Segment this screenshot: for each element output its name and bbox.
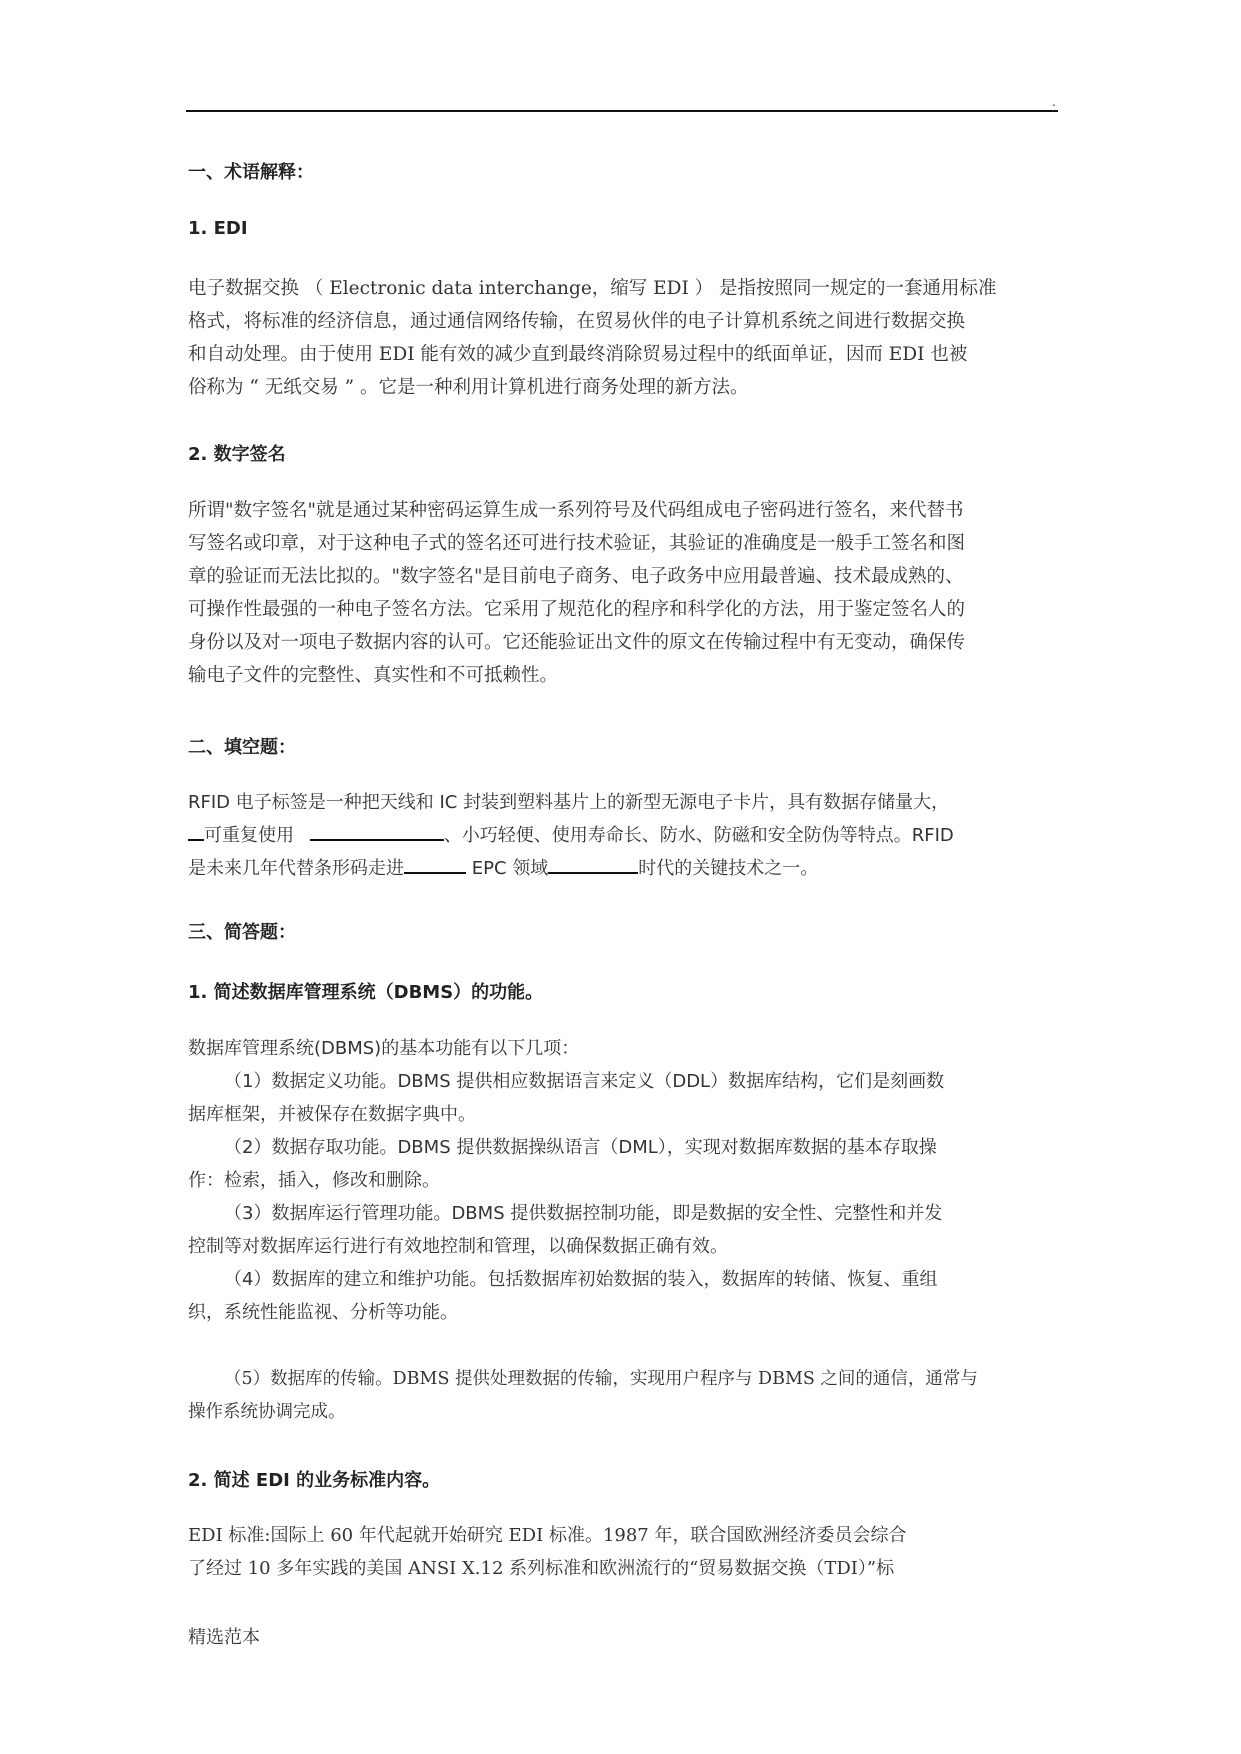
list-item-line: 作：检索，插入，修改和删除。 bbox=[188, 1170, 440, 1191]
term-title-digital-signature: 2. 数字签名 bbox=[188, 444, 286, 465]
paragraph-line: 可操作性最强的一种电子签名方法。它采用了规范化的程序和科学化的方法，用于鉴定签名人的 bbox=[188, 599, 966, 620]
paragraph-line: RFID 电子标签是一种把天线和 IC 封装到塑料基片上的新型无源电子卡片，具有数据存储量大， bbox=[188, 792, 950, 813]
fill-in-text: 、小巧轻便、使用寿命长、防水、防磁和安全防伪等特点。RFID bbox=[443, 825, 954, 846]
answer-body-edi-standards bbox=[188, 1519, 1060, 1585]
answer-body-dbms bbox=[188, 1032, 1060, 1329]
header-rule bbox=[186, 110, 1058, 112]
paragraph-line: 数据库管理系统(DBMS)的基本功能有以下几项： bbox=[188, 1038, 580, 1059]
fill-in-text: 时代的关键技术之一。 bbox=[638, 858, 819, 879]
paragraph-line bbox=[188, 852, 1060, 885]
paragraph-line: 和自动处理。由于使用 EDI 能有效的减少直到最终消除贸易过程中的纸面单证，因而 EDI 也被 bbox=[188, 344, 968, 365]
paragraph-line: 俗称为 “ 无纸交易 ” 。它是一种利用计算机进行商务处理的新方法。 bbox=[188, 377, 749, 398]
term-title-edi: 1. EDI bbox=[188, 218, 248, 239]
paragraph-line: 章的验证而无法比拟的。"数字签名"是目前电子商务、电子政务中应用最普遍、技术最成熟的、 bbox=[188, 566, 964, 587]
footer-text: 精选范本 bbox=[188, 1627, 260, 1648]
fill-in-text: 可重复使用 bbox=[204, 825, 294, 846]
paragraph-line: 格式，将标准的经济信息，通过通信网络传输，在贸易伙伴的电子计算机系统之间进行数据交换 bbox=[188, 311, 966, 332]
question-title-dbms: 1. 简述数据库管理系统（DBMS）的功能。 bbox=[188, 982, 544, 1003]
paragraph-line bbox=[188, 819, 1060, 852]
paragraph-line: 电子数据交换 （ Electronic data interchange，缩写 EDI ） 是指按照同一规定的一套通用标准 bbox=[188, 278, 997, 299]
list-item-line: 织，系统性能监视、分析等功能。 bbox=[188, 1302, 458, 1323]
paragraph-line: 写签名或印章，对于这种电子式的签名还可进行技术验证，其验证的准确度是一般手工签名和图 bbox=[188, 533, 966, 554]
paragraph-line: 身份以及对一项电子数据内容的认可。它还能验证出文件的原文在传输过程中有无变动，确保传 bbox=[188, 632, 966, 653]
term-body-digital-signature bbox=[188, 494, 1060, 692]
section-heading-short-answer: 三、简答题： bbox=[188, 922, 296, 943]
term-body-edi bbox=[188, 272, 1060, 404]
paragraph-line: 了经过 10 多年实践的美国 ANSI X.12 系列标准和欧洲流行的“贸易数据交换（TDI）”标 bbox=[188, 1558, 895, 1579]
fill-in-text: 是未来几年代替条形码走进 bbox=[188, 858, 404, 879]
answer-blank[interactable] bbox=[188, 819, 204, 841]
list-item-line: （5）数据库的传输。DBMS 提供处理数据的传输，实现用户程序与 DBMS 之间的通信，通常与 bbox=[224, 1369, 978, 1389]
paragraph-line: 所谓"数字签名"就是通过某种密码运算生成一系列符号及代码组成电子密码进行签名，来代替书 bbox=[188, 500, 964, 521]
answer-blank[interactable] bbox=[310, 819, 444, 841]
paragraph-line: EDI 标准:国际上 60 年代起就开始研究 EDI 标准。1987 年，联合国欧洲经济委员会综合 bbox=[188, 1525, 907, 1546]
fill-in-question bbox=[188, 786, 1060, 885]
question-title-edi-standards: 2. 简述 EDI 的业务标准内容。 bbox=[188, 1470, 441, 1491]
list-item-line: 操作系统协调完成。 bbox=[188, 1402, 346, 1422]
list-item-line: 控制等对数据库运行进行有效地控制和管理，以确保数据正确有效。 bbox=[188, 1236, 728, 1257]
section-heading-terms: 一、术语解释： bbox=[188, 162, 314, 183]
fill-in-text: EPC 领域 bbox=[471, 858, 549, 879]
list-item-line: （2）数据存取功能。DBMS 提供数据操纵语言（DML），实现对数据库数据的基本存取操 bbox=[224, 1137, 937, 1158]
answer-body-dbms-item5 bbox=[188, 1363, 1060, 1429]
list-item-line: 据库框架，并被保存在数据字典中。 bbox=[188, 1104, 476, 1125]
list-item-line: （3）数据库运行管理功能。DBMS 提供数据控制功能，即是数据的安全性、完整性和并发 bbox=[224, 1203, 943, 1224]
list-item-line: （4）数据库的建立和维护功能。包括数据库初始数据的装入，数据库的转储、恢复、重组 bbox=[224, 1269, 938, 1290]
paragraph-line: 输电子文件的完整性、真实性和不可抵赖性。 bbox=[188, 665, 559, 686]
answer-blank[interactable] bbox=[404, 852, 466, 874]
list-item-line: （1）数据定义功能。DBMS 提供相应数据语言来定义（DDL）数据库结构，它们是刻画数 bbox=[224, 1071, 945, 1092]
header-mark: . bbox=[1052, 93, 1056, 109]
section-heading-fill-in: 二、填空题： bbox=[188, 737, 296, 758]
answer-blank[interactable] bbox=[548, 852, 638, 874]
